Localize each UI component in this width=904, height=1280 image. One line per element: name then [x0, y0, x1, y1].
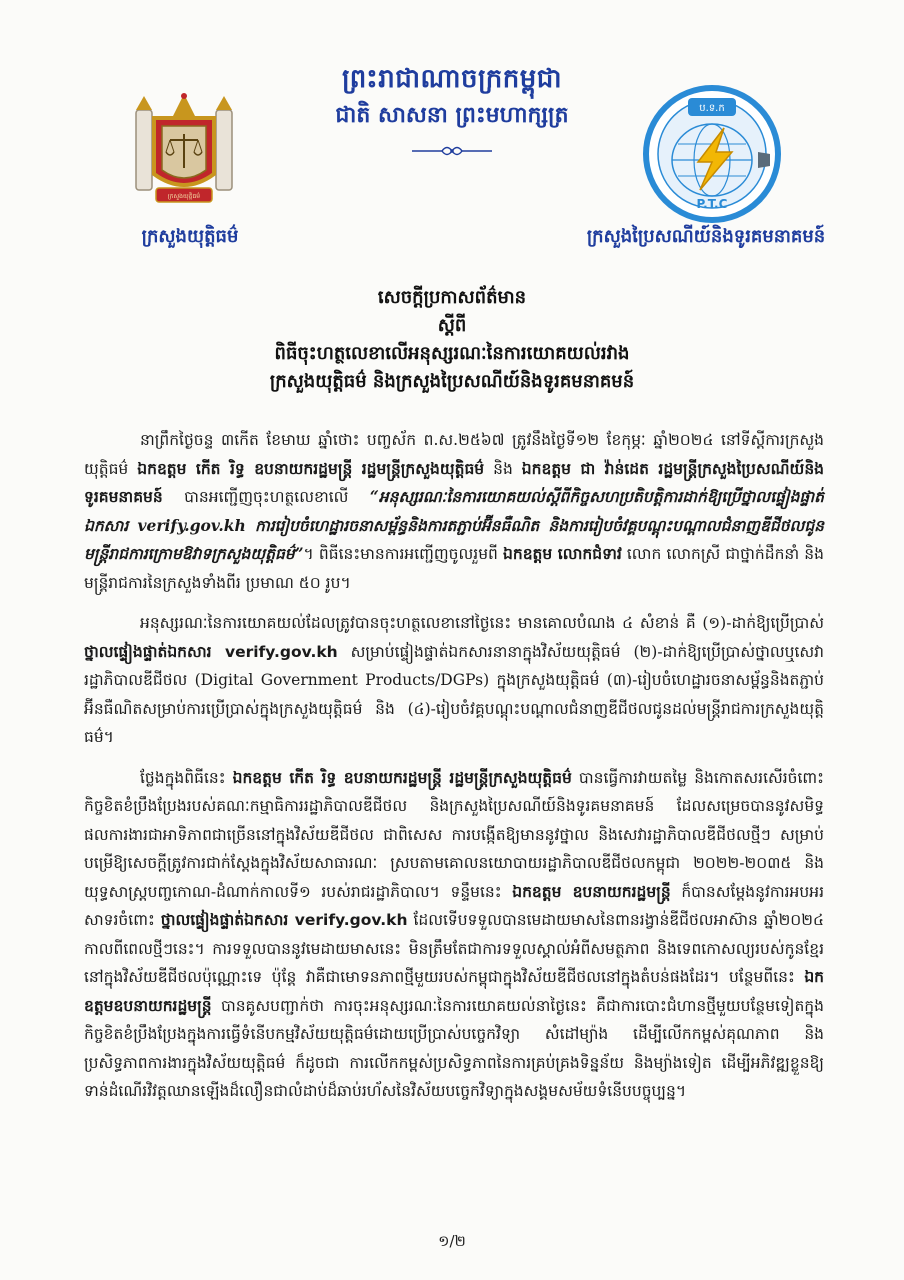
- p2-bold-1: ថ្នាលផ្ទៀងផ្ទាត់ឯកសារ verify.gov.kh: [84, 642, 338, 661]
- ministry-ptc-logo: [640, 82, 784, 226]
- p1-text: នាព្រឹកថ្ងៃចន្ទ ៣កើត ខែមាឃ ឆ្នាំថោះ បញ្ចស័ក ព.ស.២៥៦៧ ត្រូវនឹងថ្ងៃទី១២ ខែកុម្ភៈ ឆ្នាំ២០២៤ នៅទីស្តីការក្រសួងយុត្តិធម៌: [84, 431, 824, 478]
- announcement-title: [80, 284, 824, 396]
- p3-text: ដែលទើបទទួលបានមេដាយមាសនៃពានរង្វាន់ឌីជីថលអាស៊ាន ឆ្នាំ២០២៤ កាលពីពេលថ្មីៗនេះ។ ការទទួលបាននូវមេដាយមាសនេះ មិនត្រឹមតែជាការទទួលស្គាល់អំពីសមត្ថភាព និងទេពកោសល្យរបស់កូនខ្មែរនៅក្នុងវិស័យឌីជីថលប៉ុណ្ណោះទេ ប៉ុន្តែ វាគឺជាមោទនភាពថ្មីមួយរបស់កម្ពុជាក្នុងវិស័យឌីជីថលនៅក្នុងតំបន់ផងដែរ។ បន្ថែមពីនេះ: [84, 911, 824, 986]
- p3-bold-1: ឯកឧត្តម កើត រិទ្ធ ឧបនាយករដ្ឋមន្ត្រី រដ្ឋមន្ត្រីក្រសួងយុត្តិធម៌: [232, 768, 572, 787]
- p1-bold-2: ឯកឧត្តម ជា វ៉ាន់ដេត រដ្ឋមន្ត្រីក្រសួងប្រៃសណីយ៍និងទូរគមនាគមន៍: [84, 459, 824, 506]
- paragraph-1: [84, 426, 824, 597]
- national-motto: ជាតិ សាសនា ព្រះមហាក្សត្រ: [335, 103, 569, 128]
- p1-text: បានអញ្ជើញចុះហត្ថលេខាលើ: [162, 488, 370, 506]
- p3-text: បានធ្វើការវាយតម្លៃ និងកោតសរសើរចំពោះកិច្ចខិតខំប្រឹងប្រែងរបស់គណៈកម្មាធិការរដ្ឋាភិបាលឌីជីថល និងក្រសួងប្រៃសណីយ៍និងទូរគមនាគមន៍ ដែលសម្រេចបាននូវសមិទ្ធផលការងារជាអាទិភាពជាច្រើននៅក្នុងវិស័យឌីជីថល ជាពិសេស ការបង្កើតឱ្យមាននូវថ្នាល និងសេវារដ្ឋាភិបាលឌីជីថលថ្មីៗ សម្រាប់បម្រើឱ្យសេចក្តីត្រូវការជាក់ស្តែងក្នុងវិស័យសាធារណៈ ស្របតាមគោលនយោបាយរដ្ឋាភិបាលឌីជីថលកម្ពុជា ២០២២-២០៣៥ និងយុទ្ធសាស្ត្របញ្ចកោណ-ដំណាក់កាលទី១ របស់រាជរដ្ឋាភិបាល។ ទន្ទឹមនេះ: [84, 768, 824, 901]
- p3-text: បានគូសបញ្ជាក់ថា ការចុះអនុស្សរណៈនៃការយោគយល់នាថ្ងៃនេះ គឺជាការបោះជំហានថ្មីមួយបន្ថែមទៀតក្នុងកិច្ចខិតខំប្រឹងប្រែងក្នុងការធ្វើទំនើបកម្មវិស័យយុត្តិធម៌ដោយប្រើប្រាស់បច្ចេកវិទ្យា សំដៅម្យ៉ាង ដើម្បីលើកកម្ពស់គុណភាព និងប្រសិទ្ធភាពការងារក្នុងវិស័យយុត្តិធម៌ ក៏ដូចជា ការលើកកម្ពស់ប្រសិទ្ធភាពនៃការគ្រប់គ្រងទិន្នន័យ និងម្យ៉ាងទៀត ដើម្បីអភិវឌ្ឍខ្លួនឱ្យទាន់ដំណើរវិវត្តឈានឡើងដ៏លឿនជាលំដាប់ដ៏ឆាប់រហ័សនៃវិស័យបច្ចេកវិទ្យាក្នុងសង្គមសម័យទំនើបបច្ចុប្បន្ន។: [84, 996, 824, 1100]
- title-line-3: ពិធីចុះហត្ថលេខាលើអនុស្សរណៈនៃការយោគយល់រវាង: [274, 343, 630, 364]
- kingdom-title: ព្រះរាជាណាចក្រកម្ពុជា: [342, 64, 562, 94]
- title-line-4: ក្រសួងយុត្តិធម៌ និងក្រសួងប្រៃសណីយ៍និងទូរគមនាគមន៍: [269, 371, 635, 392]
- kingdom-heading: [250, 62, 654, 132]
- decorative-divider-icon: [410, 142, 494, 160]
- ministry-of-justice-label: ក្រសួងយុត្តិធម៌: [141, 226, 239, 247]
- p1-text: ។ ពិធីនេះមានការអញ្ជើញចូលរួមពី: [303, 545, 504, 563]
- paragraph-3: [84, 764, 824, 1106]
- p1-text: និង: [484, 459, 522, 478]
- page-number: ១/២: [438, 1232, 466, 1250]
- ministry-ptc-label: ក្រសួងប្រៃសណីយ៍និងទូរគមនាគមន៍: [586, 226, 826, 247]
- emblem-ribbon-text: ក្រសួងយុត្តិធម៌: [167, 193, 201, 200]
- ptc-logo-top-text: ប.ទ.ក: [699, 103, 725, 114]
- ptc-logo-bottom-text: P.T.C: [696, 197, 728, 211]
- title-line-1: សេចក្តីប្រកាសព័ត៌មាន: [377, 287, 527, 308]
- p1-mou-title: “អនុស្សរណៈនៃការយោគយល់ស្តីពីកិច្ចសហប្រតិបត្តិការដាក់ឱ្យប្រើថ្នាលផ្ទៀងផ្ទាត់ឯកសារ verify.gov.kh ការរៀបចំហេដ្ឋារចនាសម្ព័ន្ធនិងការតភ្ជាប់អ៊ីនធឺណិត និងការរៀបចំវគ្គបណ្តុះបណ្តាលជំនាញឌីជីថលជូនមន្ត្រីរាជការក្រោមឱវាទក្រសួងយុត្តិធម៌”: [84, 487, 824, 563]
- ministry-of-justice-emblem: [128, 88, 240, 210]
- p1-bold-1: ឯកឧត្តម កើត រិទ្ធ ឧបនាយករដ្ឋមន្ត្រី រដ្ឋមន្ត្រីក្រសួងយុត្តិធម៌: [137, 459, 485, 478]
- p1-bold-3: ឯកឧត្តម លោកជំទាវ: [503, 545, 622, 563]
- p2-text: អនុស្សរណៈនៃការយោគយល់ដែលត្រូវបានចុះហត្ថលេខានៅថ្ងៃនេះ មានគោលបំណង ៤ សំខាន់ គឺ (១)-ដាក់ឱ្យប្រើប្រាស់: [140, 614, 824, 632]
- p1-text: លោក លោកស្រី ជាថ្នាក់ដឹកនាំ និងមន្ត្រីរាជការនៃក្រសួងទាំងពីរ ប្រមាណ ៥០ រូប។: [84, 545, 824, 592]
- p3-text: ថ្លែងក្នុងពិធីនេះ: [140, 768, 233, 787]
- paragraph-2: [84, 609, 824, 752]
- p3-text: ក៏បានសម្តែងនូវការអបអរសាទរចំពោះ: [84, 882, 824, 929]
- p3-bold-4: ឯកឧត្តមឧបនាយករដ្ឋមន្ត្រី: [84, 968, 824, 1015]
- announcement-body: [84, 426, 824, 1118]
- title-line-2: ស្តីពី: [437, 315, 467, 336]
- p3-bold-3: ថ្នាលផ្ទៀងផ្ទាត់ឯកសារ verify.gov.kh: [160, 911, 408, 929]
- p3-bold-2: ឯកឧត្តម ឧបនាយករដ្ឋមន្ត្រី: [512, 882, 671, 901]
- p2-text: សម្រាប់ផ្ទៀងផ្ទាត់ឯកសារនានាក្នុងវិស័យយុត្តិធម៌ (២)-ដាក់ឱ្យប្រើប្រាស់ថ្នាលឬសេវារដ្ឋាភិបាលឌីជីថល (Digital Government Products/DGPs) ក្នុងក្រសួងយុត្តិធម៌ (៣)-រៀបចំហេដ្ឋារចនាសម្ព័ន្ធនិងតភ្ជាប់អ៊ីនធឺណិតសម្រាប់ការប្រើប្រាស់ក្នុងក្រសួងយុត្តិធម៌ និង (៤)-រៀបចំវគ្គបណ្តុះបណ្តាលជំនាញឌីជីថលជូនដល់មន្ត្រីរាជការក្រសួងយុត្តិធម៌។: [84, 642, 824, 746]
